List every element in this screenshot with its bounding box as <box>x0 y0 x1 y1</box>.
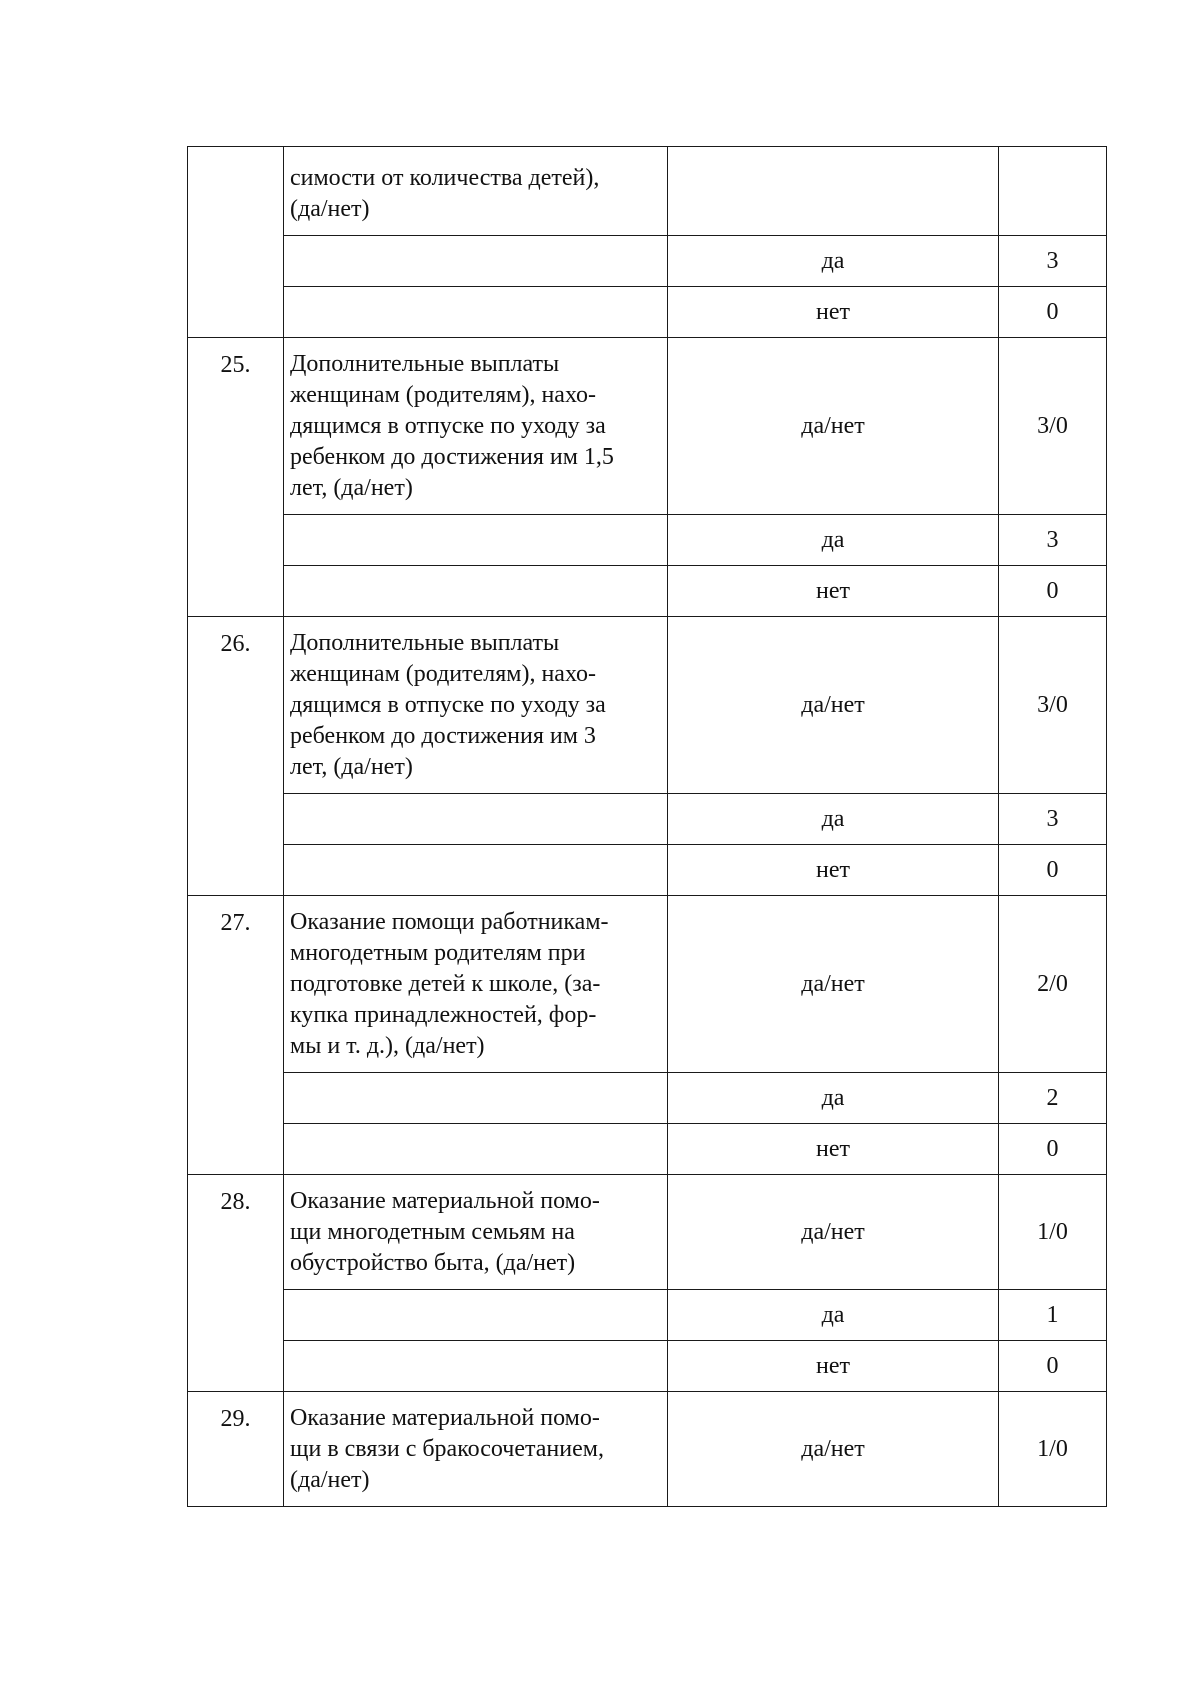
option-values: да/нет <box>668 896 999 1073</box>
option-score: 0 <box>999 845 1107 896</box>
option-score: 3 <box>999 794 1107 845</box>
row-number: 29. <box>188 1392 284 1507</box>
criterion-name-cell <box>284 147 668 236</box>
row-number-cell <box>188 147 284 338</box>
table-row-option <box>188 236 1107 287</box>
option-score: 0 <box>999 1341 1107 1392</box>
table-row-item-29 <box>188 1392 1107 1507</box>
option-score: 0 <box>999 1124 1107 1175</box>
empty-cell <box>284 566 668 617</box>
option-label: да <box>668 794 999 845</box>
table-row-option <box>188 845 1107 896</box>
table-row-option <box>188 515 1107 566</box>
table-row-option <box>188 287 1107 338</box>
empty-cell <box>284 515 668 566</box>
criterion-name: Оказание помощи работникам- многодетным родителям при подготовке детей к школе, (за- купка принадлежностей, фор- мы и т. д.), (да/нет) <box>290 909 609 1059</box>
score-values: 2/0 <box>999 896 1107 1073</box>
criterion-name-cell <box>284 896 668 1073</box>
option-label: нет <box>668 1124 999 1175</box>
empty-cell <box>284 1341 668 1392</box>
option-label: нет <box>668 287 999 338</box>
option-label: да <box>668 515 999 566</box>
option-label: да <box>668 1290 999 1341</box>
empty-cell <box>284 1073 668 1124</box>
row-number: 26. <box>188 617 284 896</box>
score-values: 3/0 <box>999 617 1107 794</box>
table-row-option <box>188 794 1107 845</box>
table-row-continued <box>188 147 1107 236</box>
score-values: 3/0 <box>999 338 1107 515</box>
table-row-item-25 <box>188 338 1107 515</box>
table-row-option <box>188 566 1107 617</box>
criterion-name: Дополнительные выплаты женщинам (родителям), нахо- дящимся в отпуске по уходу за ребенком до достижения им 1,5 лет, (да/нет) <box>290 351 614 501</box>
option-label: нет <box>668 1341 999 1392</box>
criterion-name: Оказание материальной помо- щи многодетным семьям на обустройство быта, (да/нет) <box>290 1188 600 1276</box>
option-values: да/нет <box>668 1175 999 1290</box>
option-score: 3 <box>999 236 1107 287</box>
table-row-item-28 <box>188 1175 1107 1290</box>
table-row-item-26 <box>188 617 1107 794</box>
score-values: 1/0 <box>999 1175 1107 1290</box>
criterion-name-cell <box>284 617 668 794</box>
option-score: 3 <box>999 515 1107 566</box>
criterion-name-cell <box>284 338 668 515</box>
empty-cell <box>284 1290 668 1341</box>
empty-cell <box>284 794 668 845</box>
row-number: 28. <box>188 1175 284 1392</box>
option-label: да <box>668 1073 999 1124</box>
row-number: 25. <box>188 338 284 617</box>
option-score: 2 <box>999 1073 1107 1124</box>
option-label: нет <box>668 845 999 896</box>
option-cell <box>668 147 999 236</box>
criterion-name: Дополнительные выплаты женщинам (родителям), нахо- дящимся в отпуске по уходу за ребенком до достижения им 3 лет, (да/нет) <box>290 630 606 780</box>
option-label: нет <box>668 566 999 617</box>
criteria-table <box>187 146 1107 1507</box>
option-values: да/нет <box>668 1392 999 1507</box>
row-number: 27. <box>188 896 284 1175</box>
table-row-item-27 <box>188 896 1107 1073</box>
option-score: 1 <box>999 1290 1107 1341</box>
score-values: 1/0 <box>999 1392 1107 1507</box>
criterion-name: симости от количества детей), (да/нет) <box>290 165 600 222</box>
criterion-name: Оказание материальной помо- щи в связи с бракосочетанием, (да/нет) <box>290 1405 604 1493</box>
option-values: да/нет <box>668 338 999 515</box>
table-row-option <box>188 1341 1107 1392</box>
empty-cell <box>284 845 668 896</box>
empty-cell <box>284 1124 668 1175</box>
criterion-name-cell <box>284 1392 668 1507</box>
table-row-option <box>188 1290 1107 1341</box>
option-score: 0 <box>999 287 1107 338</box>
criterion-name-cell <box>284 1175 668 1290</box>
score-cell <box>999 147 1107 236</box>
option-label: да <box>668 236 999 287</box>
option-values: да/нет <box>668 617 999 794</box>
empty-cell <box>284 287 668 338</box>
table-row-option <box>188 1073 1107 1124</box>
empty-cell <box>284 236 668 287</box>
table-row-option <box>188 1124 1107 1175</box>
option-score: 0 <box>999 566 1107 617</box>
